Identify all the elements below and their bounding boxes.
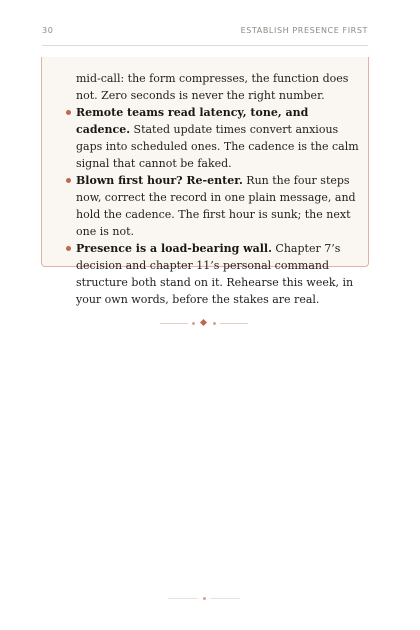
running-head (42, 26, 368, 40)
bullet-body: Chapter 7’s decision and chapter 11’s personal command structure both stand on it. Rehearse this week, in your own words, before the stakes are real. (76, 242, 354, 306)
bullet-lead: Remote teams read latency, tone, and cadence. (76, 106, 309, 136)
bullet-dot-icon (66, 110, 71, 115)
footer-dot-icon (203, 597, 206, 600)
list-item (76, 104, 366, 172)
bullet-lead: Presence is a load-bearing wall. (76, 242, 272, 255)
callout-content (76, 70, 366, 308)
bullet-body: Stated update times convert anxious gaps into scheduled ones. The cadence is the calm signal that cannot be faked. (76, 123, 359, 170)
page-number: 30 (42, 26, 54, 35)
list-item (76, 172, 366, 240)
chapter-title: ESTABLISH PRESENCE FIRST (240, 26, 368, 35)
footer-line-right (210, 598, 240, 599)
list-item (76, 240, 366, 308)
diamond-icon (200, 319, 207, 326)
footer-line-left (168, 598, 198, 599)
ornament-dot-icon (192, 322, 195, 325)
ornament-line-right (220, 323, 248, 324)
bullet-body: Run the four steps now, correct the record in one plain message, and hold the cadence. The first hour is sunk; the next one is not. (76, 174, 356, 238)
ornament-dot-icon (213, 322, 216, 325)
ornament-line-left (160, 323, 188, 324)
callout-box (41, 57, 369, 306)
bullet-dot-icon (66, 178, 71, 183)
bullet-lead: Blown first hour? Re-enter. (76, 174, 243, 187)
header-rule (42, 45, 368, 46)
bullet-list (76, 104, 366, 308)
bullet-dot-icon (66, 246, 71, 251)
continuation-text: mid-call: the form compresses, the function does not. Zero seconds is never the right number. (76, 72, 349, 102)
